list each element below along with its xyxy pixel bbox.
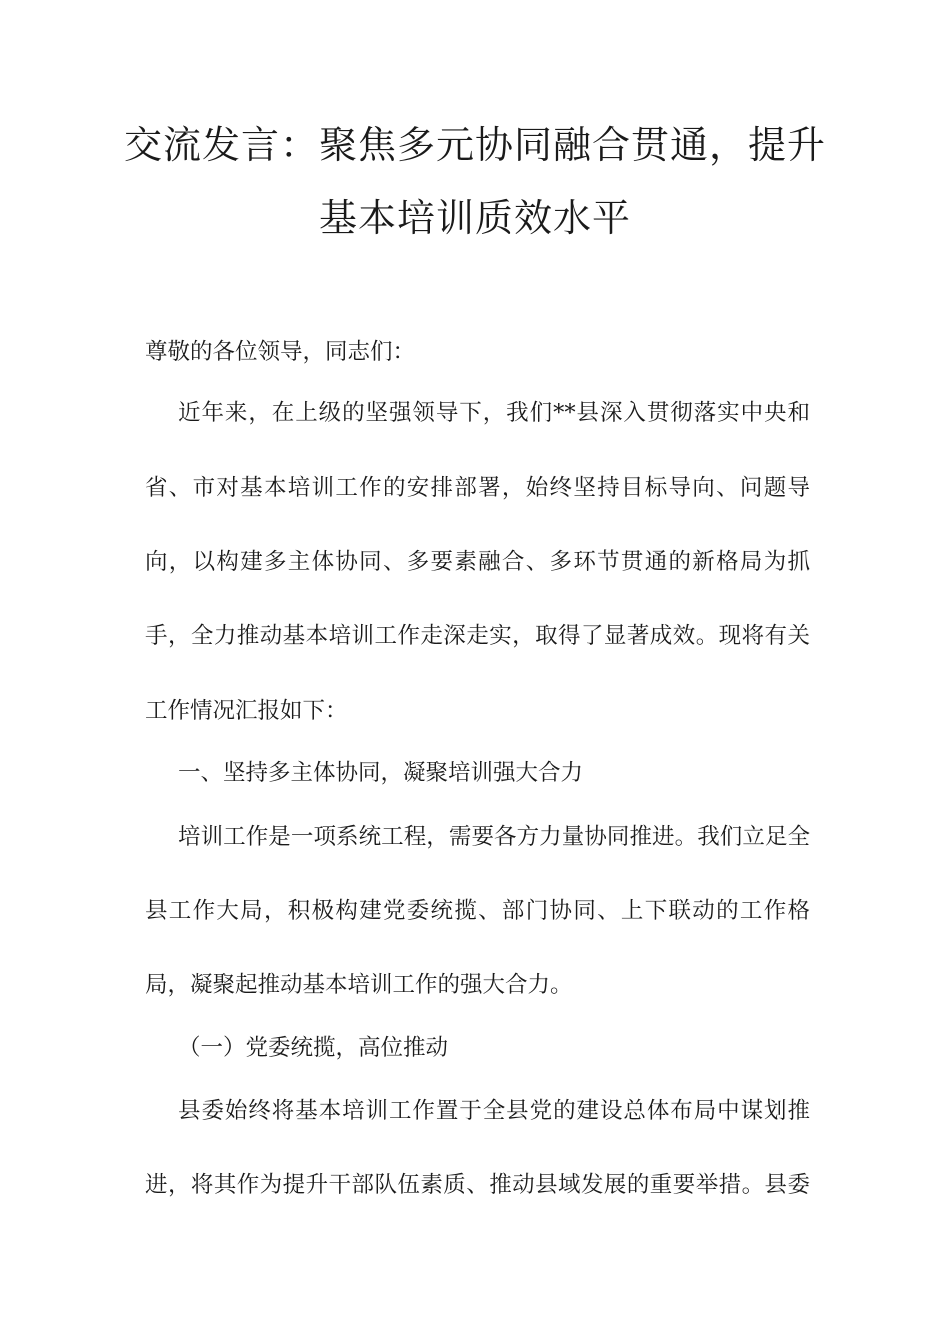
body-line: 省、市对基本培训工作的安排部署，始终坚持目标导向、问题导	[145, 475, 810, 501]
body-line: 工作情况汇报如下：	[145, 698, 348, 724]
salutation: 尊敬的各位领导，同志们：	[145, 339, 416, 365]
body-line: 进，将其作为提升干部队伍素质、推动县域发展的重要举措。县委	[145, 1172, 810, 1198]
body-line: 局，凝聚起推动基本培训工作的强大合力。	[145, 972, 573, 998]
document-title-line-2: 基本培训质效水平	[318, 196, 631, 240]
body-line: 手，全力推动基本培训工作走深走实，取得了显著成效。现将有关	[145, 623, 810, 649]
body-line: 县委始终将基本培训工作置于全县党的建设总体布局中谋划推	[178, 1098, 810, 1124]
document-title-line-1: 交流发言：聚焦多元协同融合贯通，提升	[123, 123, 826, 167]
body-line: 向，以构建多主体协同、多要素融合、多环节贯通的新格局为抓	[145, 549, 810, 575]
subsection-heading-1: （一）党委统揽，高位推动	[178, 1035, 449, 1061]
body-line: 培训工作是一项系统工程，需要各方力量协同推进。我们立足全	[178, 824, 810, 850]
body-line: 县工作大局，积极构建党委统揽、部门协同、上下联动的工作格	[145, 898, 810, 924]
section-heading-1: 一、坚持多主体协同，凝聚培训强大合力	[178, 760, 584, 786]
body-line: 近年来，在上级的坚强领导下，我们**县深入贯彻落实中央和	[178, 400, 810, 426]
